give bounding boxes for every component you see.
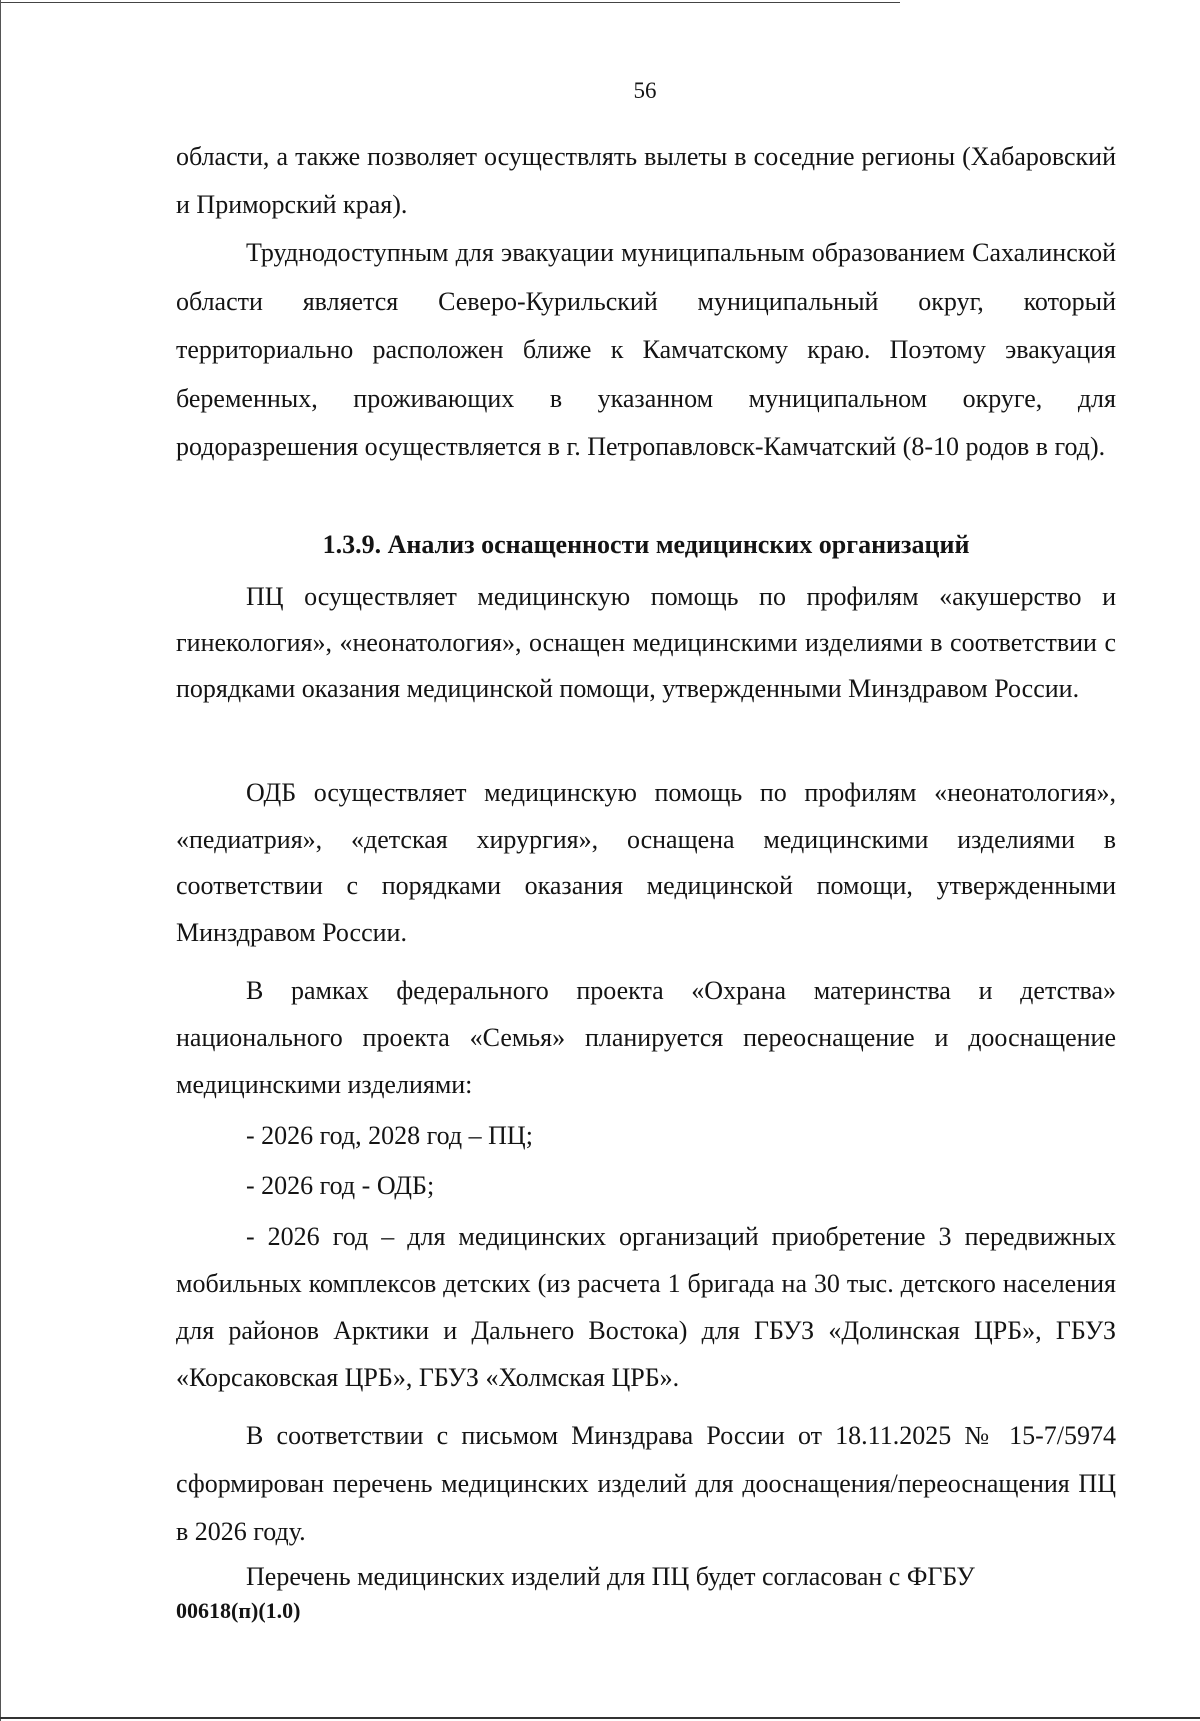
list-item-mobile-complexes: - 2026 год – для медицинских организаций приобретение 3 передвижных мобильных комплексов детских (из расчета 1 бригада на 30 тыс. детского населения для районов Арктики и Дальнего Востока) для ГБУЗ «Долинская ЦРБ», ГБУЗ «Корсаковская ЦРБ», ГБУЗ «Холмская ЦРБ». xyxy=(176,1222,1116,1392)
list-item-2026-2028: - 2026 год, 2028 год – ПЦ; xyxy=(246,1121,533,1150)
document-footer-code: 00618(п)(1.0) xyxy=(176,1598,301,1623)
scan-bottom-edge-line xyxy=(0,1717,1200,1719)
section-heading: 1.3.9. Анализ оснащенности медицинских организаций xyxy=(322,530,970,559)
scan-left-edge-line xyxy=(0,0,1,1721)
paragraph-ministry-letter: В соответствии с письмом Минздрава России от 18.11.2025 № 15-7/5974 сформирован перечень медицинских изделий для дооснащения/переоснащения ПЦ в 2026 году. xyxy=(176,1421,1116,1546)
page-number: 56 xyxy=(633,78,657,103)
paragraph-evacuation-regions: области, а также позволяет осуществлять вылеты в соседние регионы (Хабаровский и Приморский края). xyxy=(176,142,1116,219)
paragraph-perinatal-center: ПЦ осуществляет медицинскую помощь по профилям «акушерство и гинекология», «неонатология», оснащен медицинскими изделиями в соответствии с порядками оказания медицинской помощи, утвержденными Минздравом России. xyxy=(176,582,1116,703)
paragraph-equipment-list: Перечень медицинских изделий для ПЦ будет согласован с ФГБУ xyxy=(246,1562,975,1591)
list-item-2026-odb: - 2026 год - ОДБ; xyxy=(246,1171,435,1200)
paragraph-federal-project: В рамках федерального проекта «Охрана материнства и детства» национального проекта «Семья» планируется переоснащение и дооснащение медицинскими изделиями: xyxy=(176,976,1116,1099)
scan-top-edge-line xyxy=(0,2,900,3)
paragraph-childrens-hospital: ОДБ осуществляет медицинскую помощь по профилям «неонатология», «педиатрия», «детская хирургия», оснащена медицинскими изделиями в соответствии с порядками оказания медицинской помощи, утвержденными Минздравом России. xyxy=(176,778,1116,947)
paragraph-remote-district: Труднодоступным для эвакуации муниципальным образованием Сахалинской области является Северо-Курильский муниципальный округ, который территориально расположен ближе к Камчатскому краю. Поэтому эвакуация беременных, проживающих в указанном муниципальном округе, для родоразрешения осуществляется в г. Петропавловск-Камчатский (8-10 родов в год). xyxy=(176,238,1116,461)
